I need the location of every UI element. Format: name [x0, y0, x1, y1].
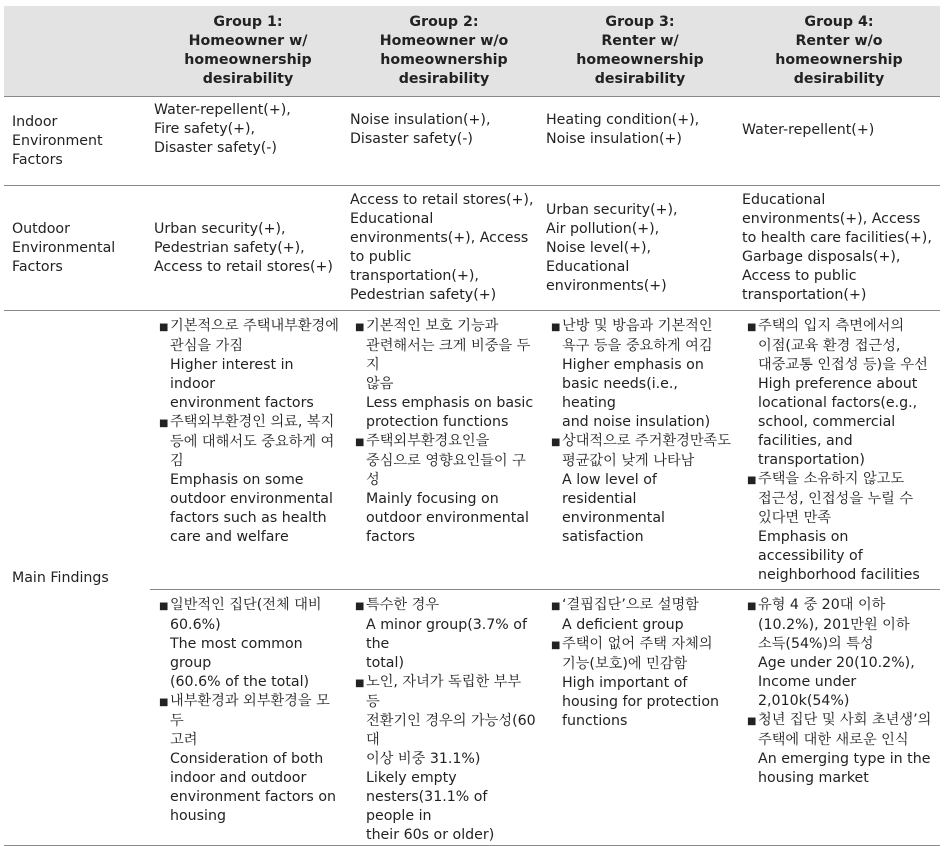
finding-korean-text: 상대적으로 주거환경만족도 평균값이 낮게 나타남 — [562, 433, 731, 469]
finding-english-text: A minor group(3.7% of the total) — [366, 617, 527, 671]
row-label-findings: Main Findings — [4, 311, 150, 846]
finding-korean-text: 기본적으로 주택내부환경에 관심을 가짐 — [170, 318, 339, 354]
finding-english-text: High preference about locational factors(e.g., school, commercial facilities, and transportation) — [758, 376, 918, 468]
finding-english-text: Consideration of both indoor and outdoor environment factors on housing — [170, 751, 337, 824]
finding-korean-text: 주택외부환경요인을 중심으로 영향요인들이 구성 — [366, 433, 526, 488]
findings-bottom-g4 — [738, 590, 940, 846]
finding-bullet-korean — [156, 692, 342, 750]
square-bullet-icon: ■ — [159, 601, 169, 612]
finding-english-text: Mainly focusing on outdoor environmental factors — [366, 491, 529, 545]
outdoor-g3: Urban security(+), Air pollution(+), Noise level(+), Educational environments(+) — [542, 186, 738, 311]
outdoor-row — [4, 186, 940, 311]
row-label-indoor: Indoor Environment Factors — [4, 97, 150, 186]
square-bullet-icon: ■ — [159, 418, 169, 429]
findings-top-g2 — [346, 311, 542, 590]
finding-english-text: Emphasis on accessibility of neighborhood facilities — [758, 529, 920, 583]
square-bullet-icon: ■ — [159, 697, 169, 708]
row-label-outdoor: Outdoor Environmental Factors — [4, 186, 150, 311]
indoor-g1: Water-repellent(+), Fire safety(+), Disaster safety(-) — [150, 97, 346, 186]
finding-bullet-korean — [352, 673, 538, 769]
findings-top-g4 — [738, 311, 940, 590]
finding-korean-text: ‘결핍집단’으로 설명함 — [562, 597, 699, 613]
findings-top-g3 — [542, 311, 738, 590]
findings-row-top — [4, 311, 940, 590]
finding-english-text: Less emphasis on basic protection functions — [366, 395, 534, 430]
square-bullet-icon: ■ — [747, 322, 757, 333]
header-empty — [4, 6, 150, 97]
finding-english-text: A low level of residential environmental satisfaction — [562, 472, 665, 545]
finding-korean-text: 주택이 없어 주택 자체의 기능(보호)에 민감함 — [562, 636, 713, 672]
indoor-g3: Heating condition(+), Noise insulation(+) — [542, 97, 738, 186]
finding-bullet-korean — [548, 596, 734, 616]
finding-korean-text: 주택을 소유하지 않고도 접근성, 인접성을 누릴 수 있다면 만족 — [758, 471, 914, 526]
square-bullet-icon: ■ — [159, 322, 169, 333]
findings-bottom-g2 — [346, 590, 542, 846]
square-bullet-icon: ■ — [355, 322, 365, 333]
outdoor-g1: Urban security(+), Pedestrian safety(+), Access to retail stores(+) — [150, 186, 346, 311]
finding-korean-text: 주택외부환경인 의료, 복지 등에 대해서도 중요하게 여김 — [170, 414, 335, 469]
finding-english-text: An emerging type in the housing market — [758, 751, 931, 786]
finding-bullet-korean — [548, 317, 734, 356]
finding-korean-text: 내부환경과 외부환경을 모두 고려 — [170, 693, 330, 748]
indoor-row — [4, 97, 940, 186]
square-bullet-icon: ■ — [551, 601, 561, 612]
finding-korean-text: 청년 집단 및 사회 초년생’의 주택에 대한 새로운 인식 — [758, 712, 932, 748]
finding-bullet-korean — [744, 470, 936, 528]
finding-bullet-korean — [352, 317, 538, 394]
finding-english-text: The most common group (60.6% of the total) — [170, 636, 310, 690]
finding-english-text: High important of housing for protection functions — [562, 675, 719, 729]
header-group-1: Group 1: Homeowner w/ homeownership desirability — [150, 6, 346, 97]
finding-bullet-korean — [156, 413, 342, 471]
header-group-3: Group 3: Renter w/ homeownership desirability — [542, 6, 738, 97]
finding-korean-text: 유형 4 중 20대 이하 (10.2%), 201만원 이하 소득(54%)의 특성 — [758, 597, 910, 652]
finding-bullet-korean — [548, 432, 734, 471]
finding-english-text: Higher interest in indoor environment factors — [170, 357, 314, 411]
indoor-g2: Noise insulation(+), Disaster safety(-) — [346, 97, 542, 186]
header-group-4: Group 4: Renter w/o homeownership desirability — [738, 6, 940, 97]
finding-bullet-korean — [156, 596, 342, 635]
finding-bullet-korean — [548, 635, 734, 674]
square-bullet-icon: ■ — [355, 601, 365, 612]
outdoor-g4: Educational environments(+), Access to health care facilities(+), Garbage disposals(+), Access to public transportation(+) — [738, 186, 940, 311]
square-bullet-icon: ■ — [747, 716, 757, 727]
finding-bullet-korean — [744, 596, 936, 654]
finding-bullet-korean — [352, 596, 538, 616]
findings-table — [4, 6, 940, 846]
finding-english-text: Likely empty nesters(31.1% of people in their 60s or older) — [366, 770, 495, 843]
square-bullet-icon: ■ — [355, 437, 365, 448]
square-bullet-icon: ■ — [551, 437, 561, 448]
finding-korean-text: 난방 및 방음과 기본적인 욕구 등을 중요하게 여김 — [562, 318, 713, 354]
square-bullet-icon: ■ — [747, 601, 757, 612]
finding-english-text: A deficient group — [562, 617, 684, 633]
findings-top-g1 — [150, 311, 346, 590]
finding-bullet-korean — [744, 317, 936, 375]
square-bullet-icon: ■ — [747, 475, 757, 486]
finding-korean-text: 특수한 경우 — [366, 597, 440, 613]
indoor-g4: Water-repellent(+) — [738, 97, 940, 186]
finding-korean-text: 일반적인 집단(전체 대비 60.6%) — [170, 597, 322, 633]
finding-korean-text: 노인, 자녀가 독립한 부부 등 전환기인 경우의 가능성(60대 이상 비중 31.1%) — [366, 674, 536, 767]
finding-english-text: Higher emphasis on basic needs(i.e., heating and noise insulation) — [562, 357, 711, 430]
findings-bottom-g3 — [542, 590, 738, 846]
findings-bottom-g1 — [150, 590, 346, 846]
square-bullet-icon: ■ — [551, 640, 561, 651]
header-row — [4, 6, 940, 97]
finding-korean-text: 기본적인 보호 기능과 관련해서는 크게 비중을 두지 않음 — [366, 318, 531, 392]
finding-bullet-korean — [156, 317, 342, 356]
header-group-2: Group 2: Homeowner w/o homeownership desirability — [346, 6, 542, 97]
finding-english-text: Age under 20(10.2%), Income under 2,010k(54%) — [758, 655, 915, 709]
finding-bullet-korean — [352, 432, 538, 490]
outdoor-g2: Access to retail stores(+), Educational environments(+), Access to public transportation(+), Pedestrian safety(+) — [346, 186, 542, 311]
finding-bullet-korean — [744, 711, 936, 750]
square-bullet-icon: ■ — [355, 678, 365, 689]
finding-english-text: Emphasis on some outdoor environmental factors such as health care and welfare — [170, 472, 333, 545]
finding-korean-text: 주택의 입지 측면에서의 이점(교육 환경 접근성, 대중교통 인접성 등)을 우선 — [758, 318, 928, 373]
square-bullet-icon: ■ — [551, 322, 561, 333]
